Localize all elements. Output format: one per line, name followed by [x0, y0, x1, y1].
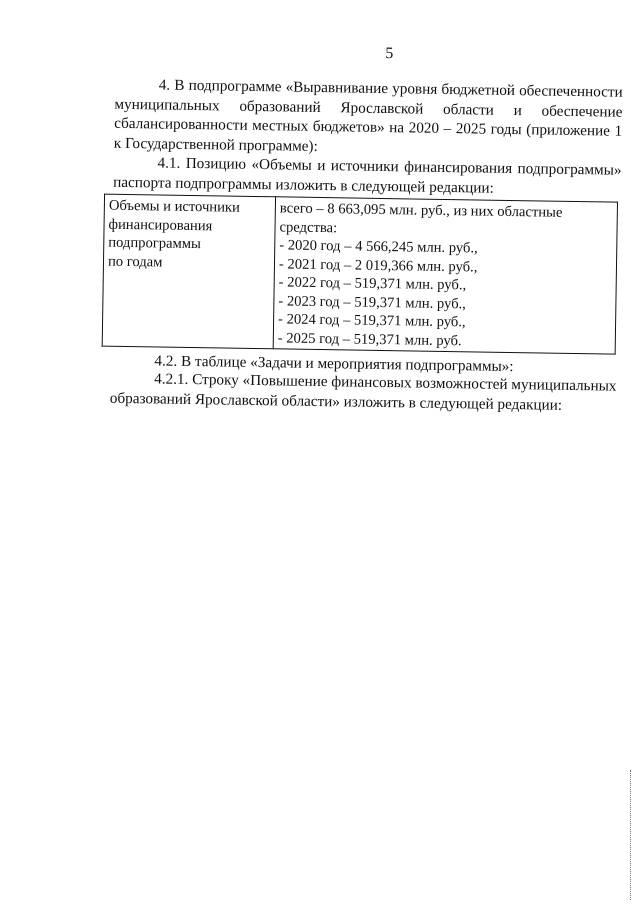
funding-year-2025: - 2025 год – 519,371 млн. руб.: [277, 329, 462, 349]
section-4-paragraph: 4. В подпрограмме «Выравнивание уровня бюджетной обеспеченности муниципальных образований Ярославской области и обеспечение сбалансированности местных бюджетов» на 2020 – 2025 годы (приложение 1 к Государственной программе):: [113, 76, 623, 155]
funding-year-2022: - 2022 год – 519,371 млн. руб.,: [278, 274, 467, 294]
item-4-2-1-paragraph: [110, 369, 619, 416]
table-row: [102, 194, 617, 354]
funding-source-line: средства:: [279, 218, 338, 236]
label-line: по годам: [107, 253, 163, 271]
item-4-1-paragraph: 4.1. Позицию «Объемы и источники финансирования подпрограммы» паспорта подпрограммы изложить в следующей редакции:: [113, 154, 622, 197]
funding-year-2021: - 2021 год – 2 019,366 млн. руб.,: [278, 255, 478, 275]
scan-margin-mark: [630, 770, 632, 900]
funding-label-cell: [102, 194, 275, 349]
funding-values-cell: [273, 197, 617, 354]
label-line: Объемы и источники: [108, 197, 241, 216]
funding-year-2020: - 2020 год – 4 566,245 млн. руб.,: [279, 237, 478, 257]
item-4-2-1-line: образований Ярославской области» изложить в следующей редакции:: [109, 389, 563, 414]
label-line: подпрограммы: [108, 234, 201, 253]
label-line: финансирования: [108, 216, 213, 234]
funding-total-line: всего – 8 663,095 млн. руб., из них областные: [279, 200, 563, 221]
item-4-2-paragraph: 4.2. В таблице «Задачи и мероприятия подпрограммы»:: [154, 352, 514, 376]
funding-year-2024: - 2024 год – 519,371 млн. руб.,: [277, 311, 466, 331]
page-number: 5: [385, 45, 394, 63]
item-4-2-1-line: 4.2.1. Строку «Повышение финансовых возможностей муниципальных: [154, 370, 617, 395]
funding-year-2023: - 2023 год – 519,371 млн. руб.,: [278, 292, 467, 312]
passport-funding-table: [102, 194, 618, 355]
